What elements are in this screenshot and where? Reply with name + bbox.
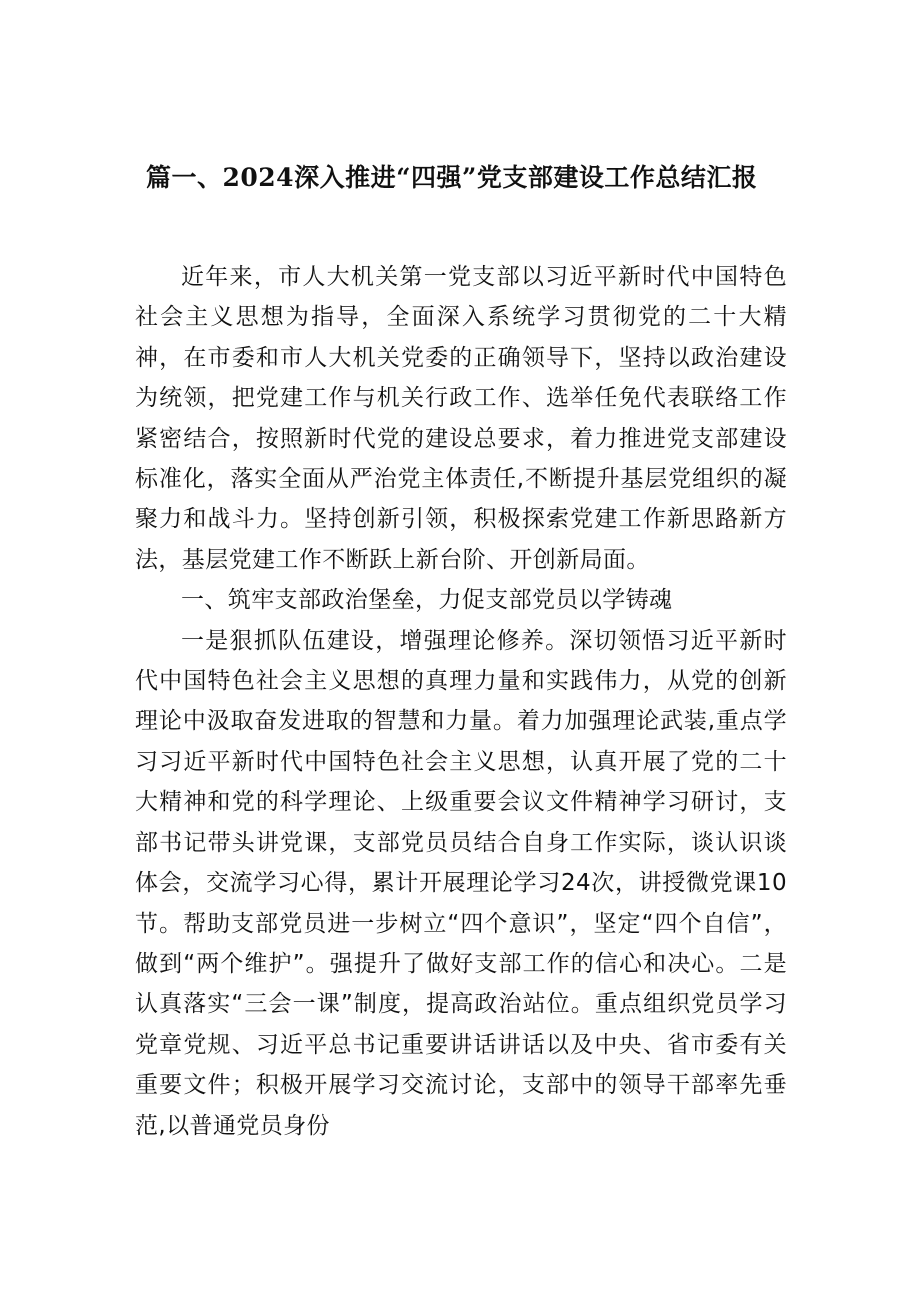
- section-heading: 一、筑牢支部政治堡垒，力促支部党员以学铸魂: [181, 587, 673, 614]
- intro-paragraph: 近年来，市人大机关第一党支部以习近平新时代中国特色社会主义思想为指导，全面深入系统学习贯彻党的二十大精神，在市委和市人大机关党委的正确领导下，坚持以政治建设为统领，把党建工作与机关行政工作、选举任免代表联络工作紧密结合，按照新时代党的建设总要求，着力推进党支部建设标准化，落实全面从严治党主体责任,不断提升基层党组织的凝聚力和战斗力。坚持创新引领，积极探索党建工作新思路新方法，基层党建工作不断跃上新台阶、开创新局面。: [135, 264, 787, 573]
- body-paragraph: 一是狠抓队伍建设，增强理论修养。深切领悟习近平新时代中国特色社会主义思想的真理力量和实践伟力，从党的创新理论中汲取奋发进取的智慧和力量。着力加强理论武装,重点学习习近平新时代中国特色社会主义思想，认真开展了党的二十大精神和党的科学理论、上级重要会议文件精神学习研讨，支部书记带头讲党课，支部党员员结合自身工作实际，谈认识谈体会，交流学习心得，累计开展理论学习24次，讲授微党课10节。帮助支部党员进一步树立“四个意识”，坚定“四个自信”，做到“两个维护”。强提升了做好支部工作的信心和决心。二是认真落实“三会一课”制度，提高政治站位。重点组织党员学习党章党规、习近平总书记重要讲话讲话以及中央、省市委有关重要文件；积极开展学习交流讨论，支部中的领导干部率先垂范,以普通党员身份: [135, 627, 787, 1139]
- document-title: 篇一、2024深入推进“四强”党支部建设工作总结汇报: [146, 163, 758, 192]
- document-body: [135, 257, 787, 1146]
